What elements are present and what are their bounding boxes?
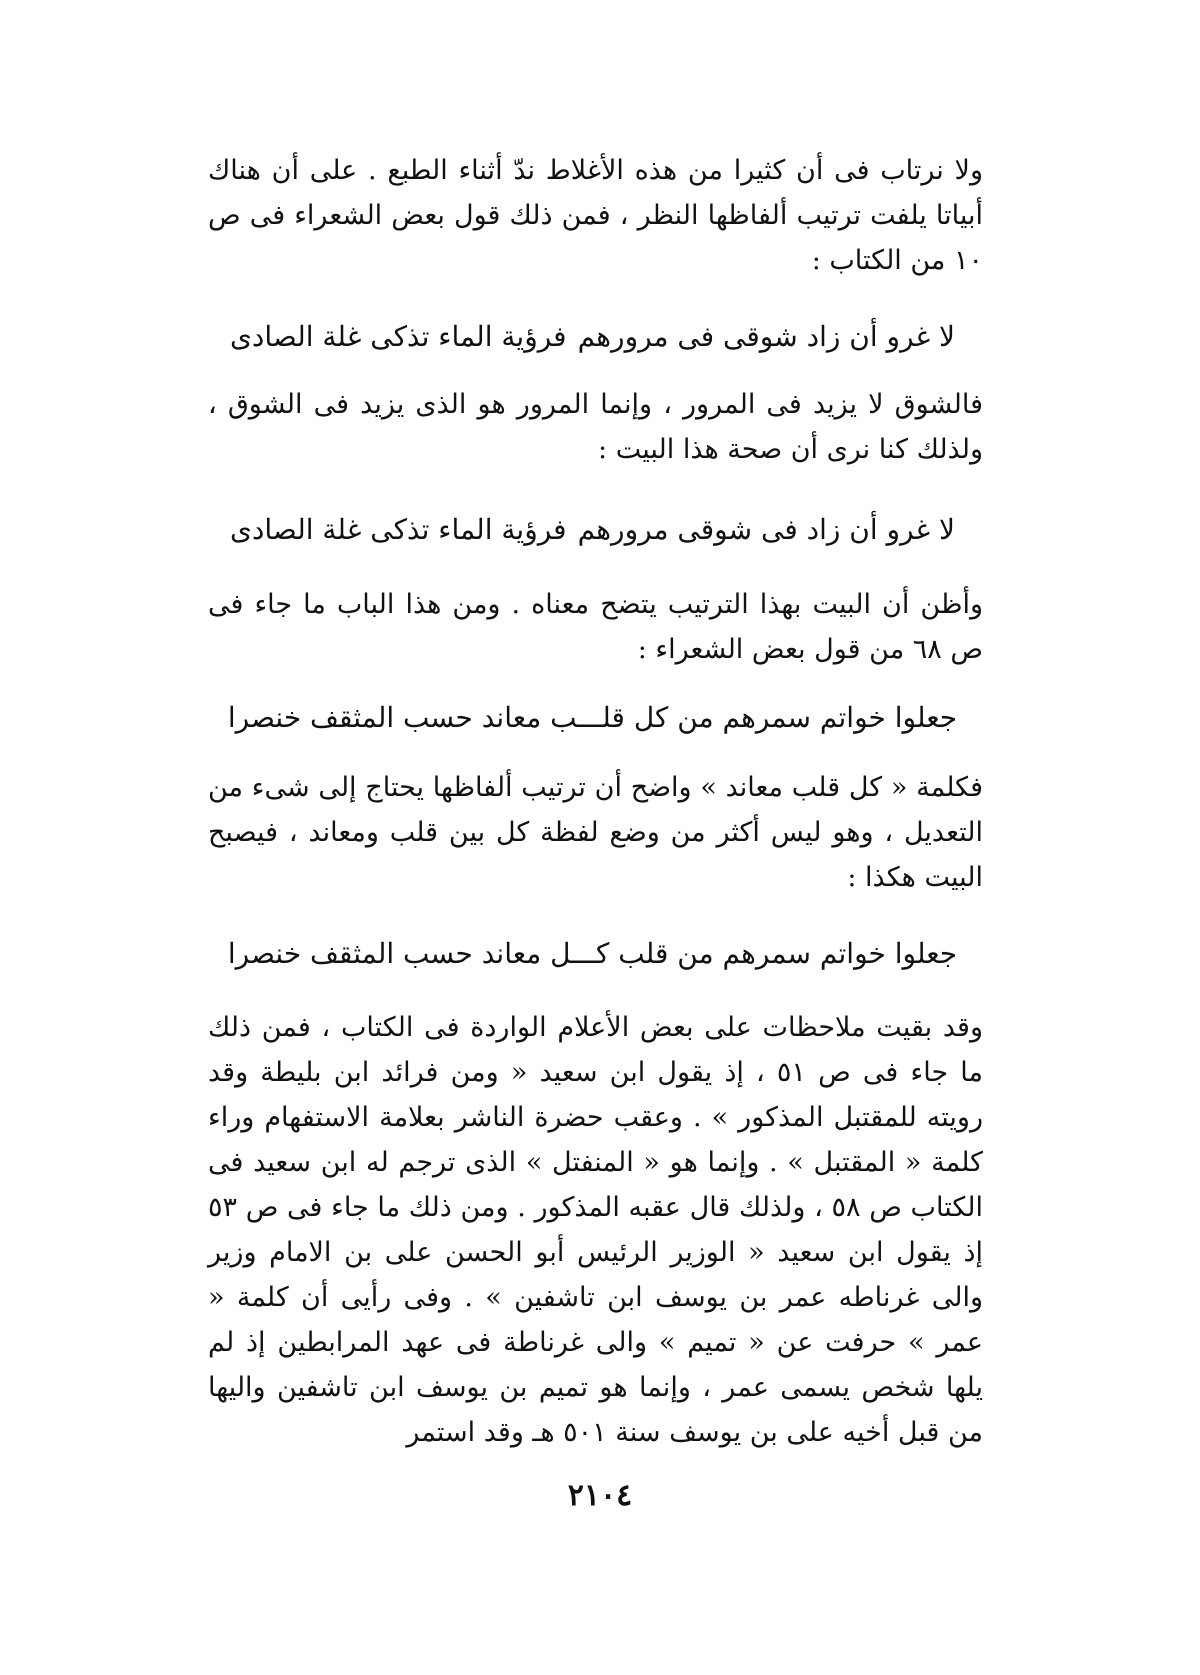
verse-4-line: جعلوا خواتم سمرهم من قلب كـــل معاند حسب المثقف خنصرا: [227, 937, 958, 970]
paragraph-4: فكلمة « كل قلب معاند » واضح أن ترتيب ألفاظها يحتاج إلى شىء من التعديل ، وهو ليس أكثر من وضع لفظة كل بين قلب ومعاند ، فيصبح البيت هكذا :: [208, 772, 983, 893]
verse-3-line: جعلوا خواتم سمرهم من كل قلـــب معاند حسب المثقف خنصرا: [227, 701, 958, 734]
verse-1-first-hemistich: لا غرو أن زاد شوقى فى مرورهم: [577, 320, 955, 353]
verse-2: [230, 508, 955, 552]
page-number: ٢١٠٤: [567, 1478, 633, 1513]
verse-3: [227, 696, 958, 740]
verse-2-first-hemistich: لا غرو أن زاد فى شوقى مرورهم: [577, 513, 955, 546]
verse-4: [227, 932, 958, 976]
verse-2-second-hemistich: فرؤية الماء تذكى غلة الصادى: [230, 513, 567, 546]
paragraph-1: ولا نرتاب فى أن كثيرا من هذه الأغلاط ندّ أثناء الطبع . على أن هناك أبياتا يلفت ترتيب ألفاظها النظر ، فمن ذلك قول بعض الشعراء فى ص ١٠ من الكتاب :: [208, 155, 983, 276]
verse-1: [230, 315, 955, 359]
verse-1-second-hemistich: فرؤية الماء تذكى غلة الصادى: [230, 320, 567, 353]
paragraph-3: وأظن أن البيت بهذا الترتيب يتضح معناه . ومن هذا الباب ما جاء فى ص ٦٨ من قول بعض الشعراء :: [208, 589, 983, 665]
paragraph-2: فالشوق لا يزيد فى المرور ، وإنما المرور هو الذى يزيد فى الشوق ، ولذلك كنا نرى أن صحة هذا البيت :: [208, 389, 983, 465]
paragraph-5: وقد بقيت ملاحظات على بعض الأعلام الواردة فى الكتاب ، فمن ذلك ما جاء فى ص ٥١ ، إذ يقول ابن سعيد « ومن فرائد ابن بليطة وقد رويته للمقتبل المذكور » . وعقب حضرة الناشر بعلامة الاستفهام وراء كلمة « المقتبل » . وإنما هو « المنفتل » الذى ترجم له ابن سعيد فى الكتاب ص ٥٨ ، ولذلك قال عقبه المذكور . ومن ذلك ما جاء فى ص ٥٣ إذ يقول ابن سعيد « الوزير الرئيس أبو الحسن على بن الامام وزير والى غرناطه عمر بن يوسف ابن تاشفين » . وفى رأيى أن كلمة « عمر » حرفت عن « تميم » والى غرناطة فى عهد المرابطين إذ لم يلها شخص يسمى عمر ، وإنما هو تميم بن يوسف ابن تاشفين واليها من قبل أخيه على بن يوسف سنة ٥٠١ هـ وقد استمر: [208, 1012, 983, 1448]
